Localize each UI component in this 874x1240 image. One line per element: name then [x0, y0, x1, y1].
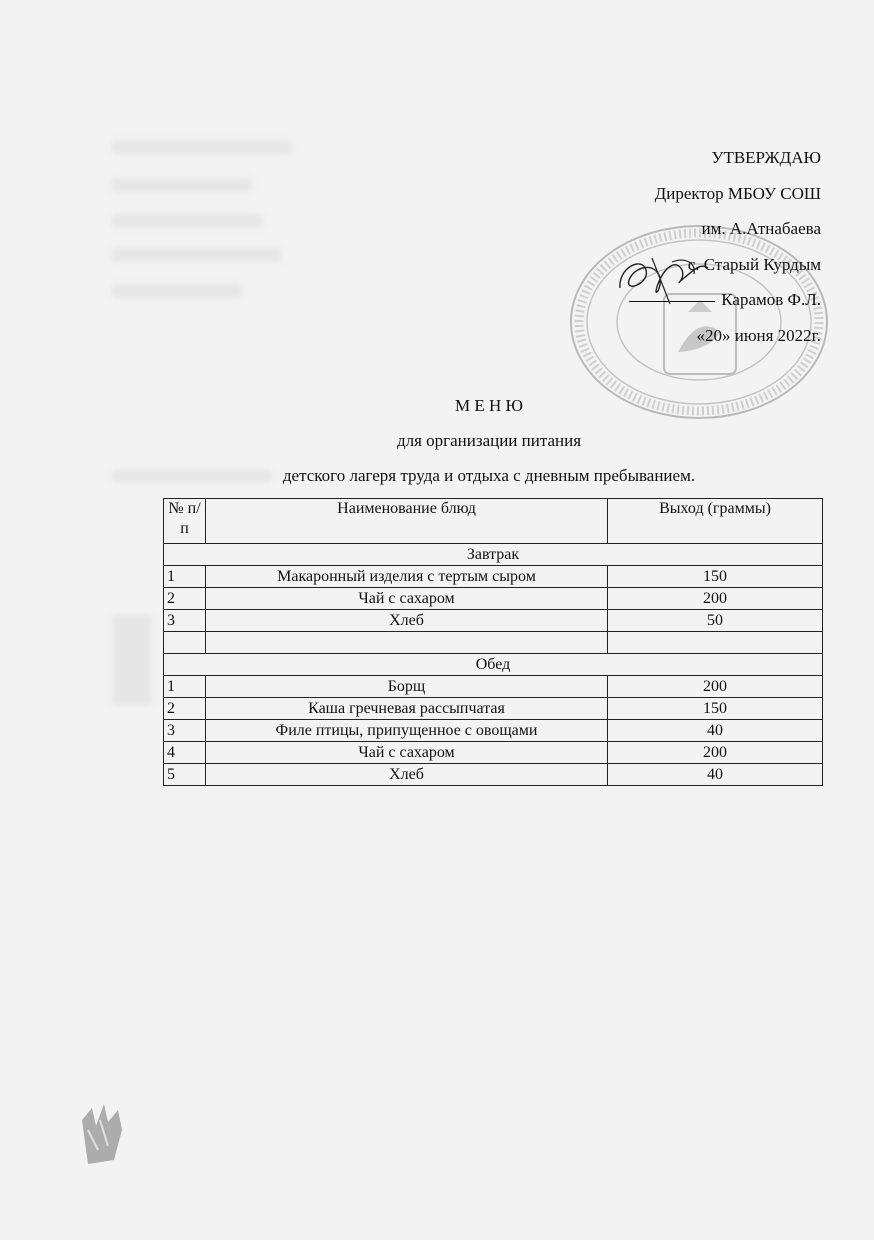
- scan-artifact-icon: [78, 1100, 128, 1170]
- table-row: [164, 676, 823, 698]
- empty-cell: [164, 632, 206, 654]
- row-dish-name: Филе птицы, припущенное с овощами: [206, 720, 608, 742]
- row-dish-name: Чай с сахаром: [206, 742, 608, 764]
- row-yield: 40: [608, 764, 823, 786]
- row-yield: 150: [608, 566, 823, 588]
- section-row-breakfast: [164, 544, 823, 566]
- row-number: 1: [164, 676, 206, 698]
- row-number: 3: [164, 610, 206, 632]
- table-row: [164, 720, 823, 742]
- menu-table: [163, 498, 823, 786]
- approval-block: [629, 140, 821, 353]
- row-yield: 200: [608, 676, 823, 698]
- row-yield: 50: [608, 610, 823, 632]
- empty-cell: [206, 632, 608, 654]
- approval-school: им. А.Атнабаева: [701, 219, 821, 238]
- approval-village: с. Старый Курдым: [687, 254, 821, 274]
- header-yield: Выход (граммы): [608, 499, 823, 544]
- bleed-through-mark: [112, 214, 262, 228]
- section-title-breakfast: Завтрак: [164, 544, 823, 566]
- row-yield: 200: [608, 588, 823, 610]
- menu-subtitle-1: для организации питания: [396, 431, 582, 450]
- table-row: [164, 588, 823, 610]
- approval-signature-row: [629, 282, 821, 318]
- table-row: [164, 566, 823, 588]
- table-row: [164, 610, 823, 632]
- row-dish-name: Чай с сахаром: [206, 588, 608, 610]
- row-yield: 150: [608, 698, 823, 720]
- bleed-through-mark: [112, 140, 292, 154]
- table-row: [164, 742, 823, 764]
- empty-cell: [608, 632, 823, 654]
- row-number: 1: [164, 566, 206, 588]
- row-dish-name: Хлеб: [206, 764, 608, 786]
- row-dish-name: Борщ: [206, 676, 608, 698]
- table-row: [164, 764, 823, 786]
- signature-line: [629, 300, 715, 302]
- row-number: 3: [164, 720, 206, 742]
- section-row-lunch: [164, 654, 823, 676]
- row-dish-name: Каша гречневая рассыпчатая: [206, 698, 608, 720]
- row-yield: 40: [608, 720, 823, 742]
- header-number: № п/п: [164, 499, 206, 544]
- table-row: [164, 698, 823, 720]
- row-dish-name: Макаронный изделия с тертым сыром: [206, 566, 608, 588]
- menu-subtitle-2: детского лагеря труда и отдыха с дневным пребыванием.: [282, 466, 696, 485]
- section-title-lunch: Обед: [164, 654, 823, 676]
- approval-date: «20» июня 2022г.: [696, 325, 821, 345]
- row-yield: 200: [608, 742, 823, 764]
- row-number: 2: [164, 588, 206, 610]
- row-dish-name: Хлеб: [206, 610, 608, 632]
- bleed-through-mark: [112, 178, 252, 192]
- row-number: 4: [164, 742, 206, 764]
- empty-row: [164, 632, 823, 654]
- approval-position: Директор МБОУ СОШ: [654, 183, 821, 203]
- menu-title: М Е Н Ю: [455, 396, 523, 415]
- row-number: 5: [164, 764, 206, 786]
- bleed-through-mark: [112, 615, 152, 705]
- row-number: 2: [164, 698, 206, 720]
- approval-heading: УТВЕРЖДАЮ: [711, 148, 821, 167]
- header-dish-name: Наименование блюд: [206, 499, 608, 544]
- table-header-row: [164, 499, 823, 544]
- bleed-through-mark: [112, 248, 282, 262]
- approval-director-name: Карамов Ф.Л.: [721, 290, 821, 309]
- bleed-through-mark: [112, 284, 242, 298]
